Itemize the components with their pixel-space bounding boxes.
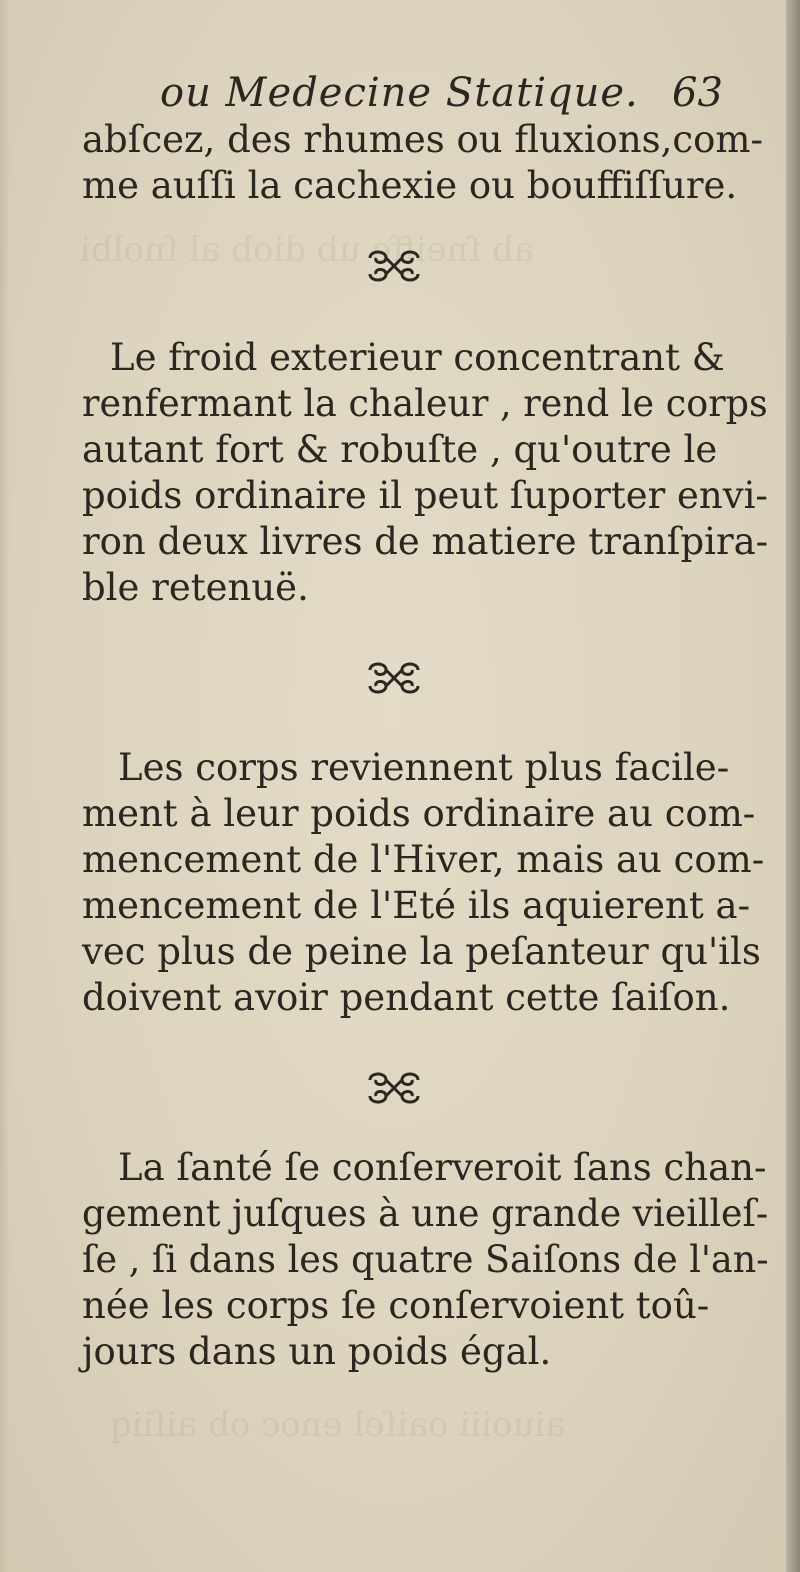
text-line: autant fort & robuſte , qu'outre le bbox=[82, 428, 718, 471]
fleuron-ornament bbox=[364, 1070, 424, 1106]
show-through: ab ſneiffe ub diob al ſnolbi bbox=[80, 230, 534, 270]
text-line: née les corps ſe conſervoient toû- bbox=[82, 1284, 710, 1327]
text-line: me auſſi la cachexie ou bouffiſſure. bbox=[82, 164, 738, 207]
page-gutter-shadow bbox=[0, 0, 10, 1572]
text-line: ble retenuë. bbox=[82, 566, 309, 609]
text-line: poids ordinaire il peut ſuporter envi- bbox=[82, 474, 768, 517]
text-line: mencement de l'Hiver, mais au com- bbox=[82, 838, 765, 881]
text-line: doivent avoir pendant cette ſaiſon. bbox=[82, 976, 731, 1019]
text-line: La ſanté ſe conſerveroit ſans chan- bbox=[118, 1146, 767, 1189]
fleuron-ornament bbox=[364, 248, 424, 284]
page-header bbox=[0, 70, 786, 120]
text-line: vec plus de peine la peſanteur qu'ils bbox=[82, 930, 761, 973]
text-line: Les corps reviennent plus facile- bbox=[118, 746, 730, 789]
text-line: ment à leur poids ordinaire au com- bbox=[82, 792, 756, 835]
text-line: Le froid exterieur concentrant & bbox=[110, 336, 725, 379]
text-line: jours dans un poids égal. bbox=[82, 1330, 552, 1373]
page-edge bbox=[786, 0, 800, 1572]
running-head: ou Medecine Statique. bbox=[160, 70, 639, 116]
show-through: aiuoiii oaiſel enoc ob aiſiiq bbox=[110, 1405, 566, 1445]
text-line: ron deux livres de matiere tranſpira- bbox=[82, 520, 769, 563]
text-line: renfermant la chaleur , rend le corps bbox=[82, 382, 768, 425]
fleuron-ornament bbox=[364, 660, 424, 696]
page-number: 63 bbox=[672, 70, 723, 116]
text-line: mencement de l'Eté ils aquierent a- bbox=[82, 884, 751, 927]
text-line: abſcez, des rhumes ou fluxions,com- bbox=[82, 118, 763, 161]
text-line: gement juſques à une grande vieilleſ- bbox=[82, 1192, 769, 1235]
text-line: ſe , ſi dans les quatre Saiſons de l'an- bbox=[82, 1238, 769, 1281]
